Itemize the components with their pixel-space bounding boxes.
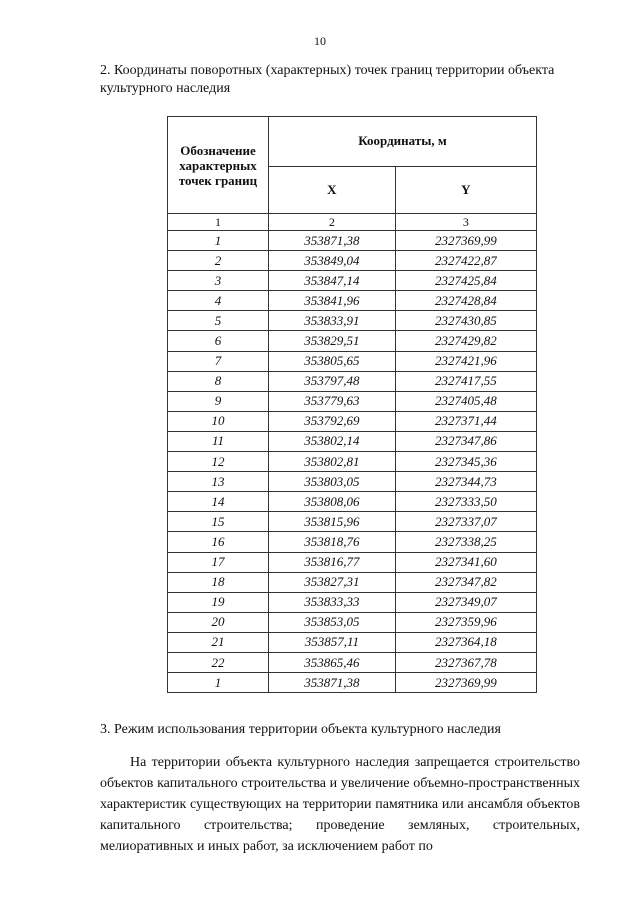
y-coordinate-cell: 2327421,96	[395, 351, 536, 371]
x-coordinate-cell: 353803,05	[269, 472, 396, 492]
x-coordinate-cell: 353865,46	[269, 652, 396, 672]
table-row	[168, 512, 537, 532]
point-number-cell: 1	[168, 673, 269, 693]
point-number-cell: 14	[168, 492, 269, 512]
x-coordinate-cell: 353808,06	[269, 492, 396, 512]
y-coordinate-cell: 2327341,60	[395, 552, 536, 572]
point-number-cell: 9	[168, 391, 269, 411]
point-number-cell: 15	[168, 512, 269, 532]
point-number-cell: 13	[168, 472, 269, 492]
table-row	[168, 552, 537, 572]
point-number-cell: 7	[168, 351, 269, 371]
table-row	[168, 251, 537, 271]
y-coordinate-cell: 2327369,99	[395, 673, 536, 693]
y-coordinate-cell: 2327347,82	[395, 572, 536, 592]
table-row	[168, 673, 537, 693]
table-row	[168, 411, 537, 431]
x-coordinate-cell: 353833,91	[269, 311, 396, 331]
y-coordinate-cell: 2327349,07	[395, 592, 536, 612]
x-coordinate-cell: 353827,31	[269, 572, 396, 592]
column-number-2: 2	[269, 214, 396, 231]
y-coordinate-cell: 2327429,82	[395, 331, 536, 351]
table-row	[168, 632, 537, 652]
point-number-cell: 18	[168, 572, 269, 592]
table-row	[168, 231, 537, 251]
point-number-cell: 17	[168, 552, 269, 572]
x-coordinate-cell: 353847,14	[269, 271, 396, 291]
point-number-cell: 11	[168, 431, 269, 451]
x-coordinate-cell: 353805,65	[269, 351, 396, 371]
page-number: 10	[314, 34, 326, 48]
x-coordinate-cell: 353818,76	[269, 532, 396, 552]
x-coordinate-cell: 353815,96	[269, 512, 396, 532]
y-coordinate-cell: 2327422,87	[395, 251, 536, 271]
column-number-1: 1	[168, 214, 269, 231]
x-coordinate-cell: 353857,11	[269, 632, 396, 652]
x-coordinate-cell: 353816,77	[269, 552, 396, 572]
point-number-cell: 8	[168, 371, 269, 391]
y-coordinate-cell: 2327364,18	[395, 632, 536, 652]
x-coordinate-cell: 353871,38	[269, 673, 396, 693]
x-coordinate-cell: 353792,69	[269, 411, 396, 431]
point-number-cell: 2	[168, 251, 269, 271]
y-coordinate-cell: 2327371,44	[395, 411, 536, 431]
x-coordinate-cell: 353849,04	[269, 251, 396, 271]
section2-heading: 2. Координаты поворотных (характерных) точек границ территории объекта культурного наследия	[100, 63, 555, 96]
header-y: Y	[395, 166, 536, 214]
table-row	[168, 452, 537, 472]
table-row	[168, 271, 537, 291]
table-row	[168, 472, 537, 492]
table-row	[168, 391, 537, 411]
y-coordinate-cell: 2327338,25	[395, 532, 536, 552]
table-row	[168, 572, 537, 592]
y-coordinate-cell: 2327367,78	[395, 652, 536, 672]
table-row	[168, 532, 537, 552]
table-row	[168, 612, 537, 632]
y-coordinate-cell: 2327333,50	[395, 492, 536, 512]
y-coordinate-cell: 2327369,99	[395, 231, 536, 251]
point-number-cell: 22	[168, 652, 269, 672]
header-coordinates: Координаты, м	[269, 117, 537, 167]
column-number-3: 3	[395, 214, 536, 231]
y-coordinate-cell: 2327417,55	[395, 371, 536, 391]
x-coordinate-cell: 353802,14	[269, 431, 396, 451]
table-row	[168, 492, 537, 512]
table-row	[168, 371, 537, 391]
table-row	[168, 351, 537, 371]
point-number-cell: 6	[168, 331, 269, 351]
y-coordinate-cell: 2327337,07	[395, 512, 536, 532]
y-coordinate-cell: 2327425,84	[395, 271, 536, 291]
point-number-cell: 19	[168, 592, 269, 612]
y-coordinate-cell: 2327428,84	[395, 291, 536, 311]
table-row	[168, 311, 537, 331]
point-number-cell: 10	[168, 411, 269, 431]
x-coordinate-cell: 353802,81	[269, 452, 396, 472]
point-number-cell: 1	[168, 231, 269, 251]
x-coordinate-cell: 353829,51	[269, 331, 396, 351]
point-number-cell: 16	[168, 532, 269, 552]
x-coordinate-cell: 353833,33	[269, 592, 396, 612]
y-coordinate-cell: 2327344,73	[395, 472, 536, 492]
x-coordinate-cell: 353841,96	[269, 291, 396, 311]
point-number-cell: 3	[168, 271, 269, 291]
x-coordinate-cell: 353797,48	[269, 371, 396, 391]
x-coordinate-cell: 353853,05	[269, 612, 396, 632]
table-row	[168, 652, 537, 672]
header-x: X	[269, 166, 396, 214]
table-row	[168, 431, 537, 451]
point-number-cell: 4	[168, 291, 269, 311]
point-number-cell: 20	[168, 612, 269, 632]
y-coordinate-cell: 2327345,36	[395, 452, 536, 472]
coordinates-table	[167, 116, 537, 693]
y-coordinate-cell: 2327347,86	[395, 431, 536, 451]
x-coordinate-cell: 353779,63	[269, 391, 396, 411]
header-point-label: Обозначение характерных точек границ	[168, 117, 269, 214]
x-coordinate-cell: 353871,38	[269, 231, 396, 251]
point-number-cell: 21	[168, 632, 269, 652]
coordinates-table-body	[168, 231, 537, 693]
table-row	[168, 291, 537, 311]
point-number-cell: 12	[168, 452, 269, 472]
point-number-cell: 5	[168, 311, 269, 331]
table-row	[168, 331, 537, 351]
y-coordinate-cell: 2327430,85	[395, 311, 536, 331]
section3-paragraph: На территории объекта культурного наследия запрещается строительство объектов капитального строительства и увеличение объемно-пространственных характеристик существующих на территории памятника или ансамбля объектов капитального строительства; проведение земляных, строительных, мелиоративных и иных работ, за исключением работ по	[100, 755, 580, 854]
y-coordinate-cell: 2327359,96	[395, 612, 536, 632]
y-coordinate-cell: 2327405,48	[395, 391, 536, 411]
table-row	[168, 592, 537, 612]
section3-heading: 3. Режим использования территории объекта культурного наследия	[100, 722, 501, 737]
